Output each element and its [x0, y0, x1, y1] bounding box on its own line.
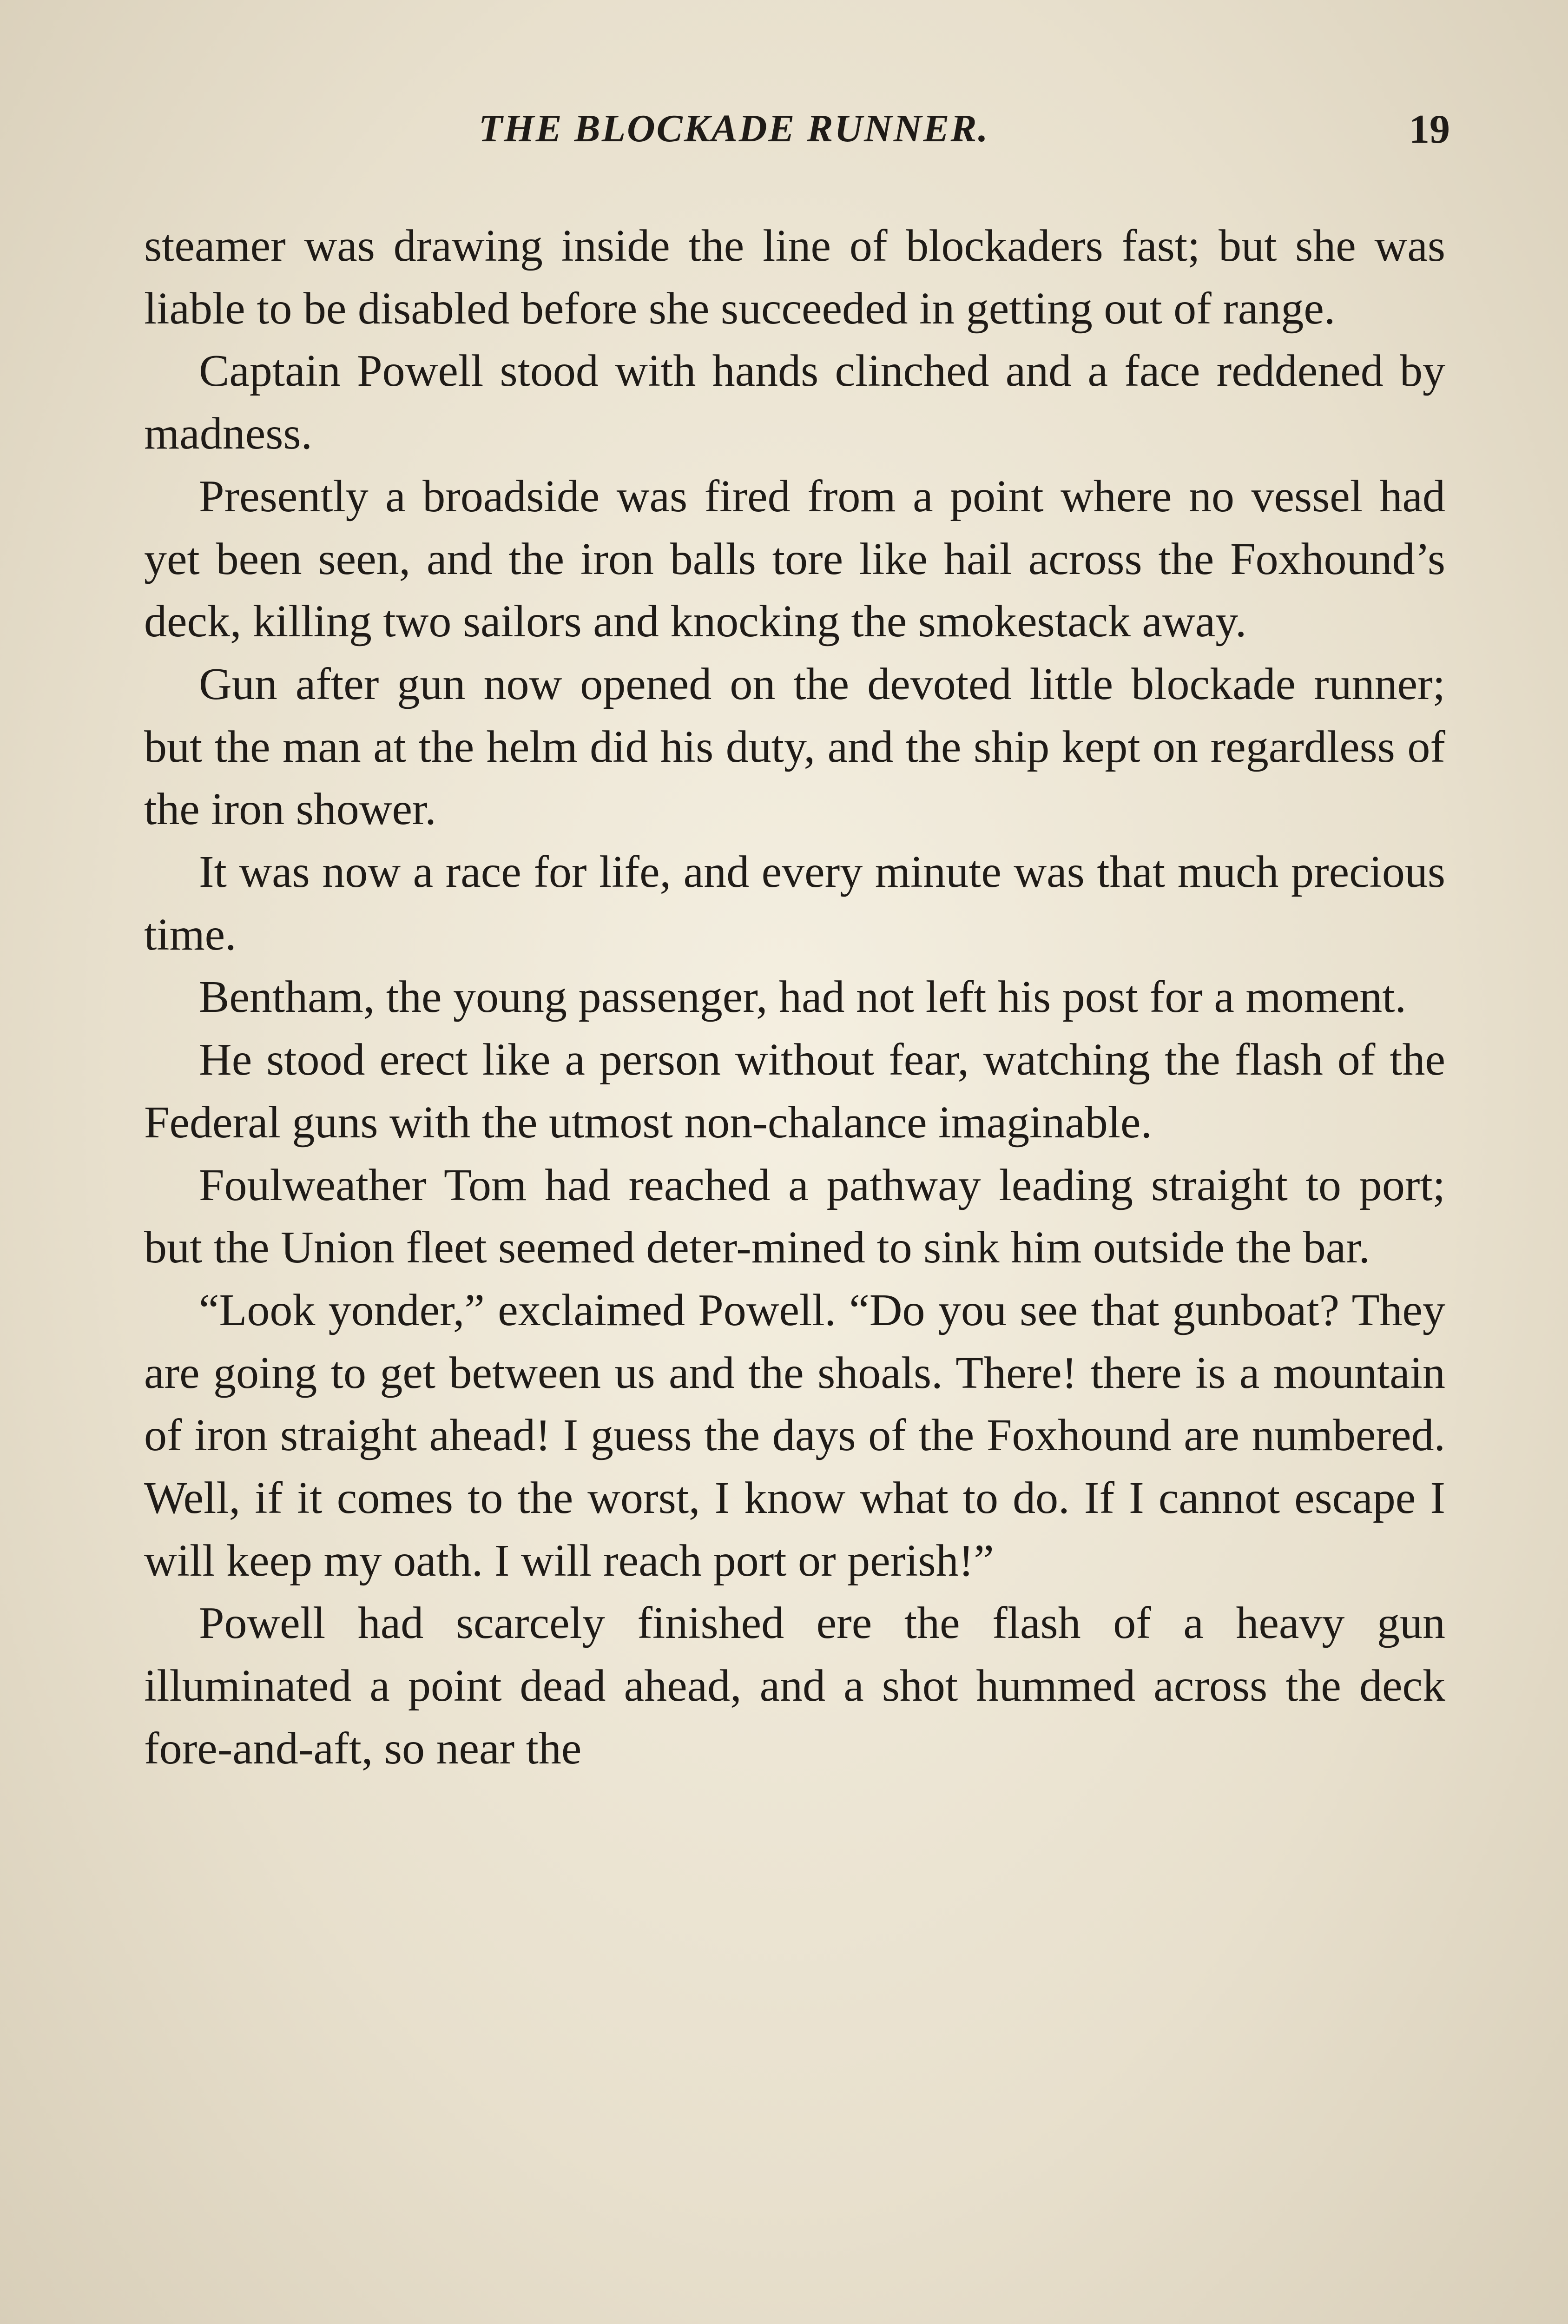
- paragraph: Gun after gun now opened on the devoted little blockade runner; but the man at the helm did his duty, and the ship kept on regardless of the iron shower.: [144, 659, 1445, 835]
- paragraph: He stood erect like a person without fear, watching the flash of the Federal guns with the utmost non-chalance imaginable.: [144, 1035, 1445, 1148]
- paragraph: Bentham, the young passenger, had not left his post for a moment.: [199, 972, 1407, 1023]
- page-header: [479, 106, 1450, 166]
- paragraph: Foulweather Tom had reached a pathway leading straight to port; but the Union fleet seemed deter-mined to sink him outside the bar.: [144, 1160, 1445, 1273]
- running-head: THE BLOCKADE RUNNER.: [479, 107, 989, 150]
- page-number: 19: [1409, 107, 1450, 152]
- body-text: [144, 215, 1445, 1780]
- paragraph: Powell had scarcely finished ere the flash of a heavy gun illuminated a point dead ahead, and a shot hummed across the deck fore-and-aft, so near the: [144, 1598, 1445, 1774]
- paragraph: “Look yonder,” exclaimed Powell. “Do you see that gunboat? They are going to get between us and the shoals. There! there is a mountain of iron straight ahead! I guess the days of the Foxhound are numbered. Well, if it comes to the worst, I know what to do. If I cannot escape I will keep my oath. I will reach port or perish!”: [144, 1285, 1445, 1586]
- paragraph: Captain Powell stood with hands clinched and a face reddened by madness.: [144, 346, 1445, 459]
- paragraph: Presently a broadside was fired from a point where no vessel had yet been seen, and the iron balls tore like hail across the Foxhound’s deck, killing two sailors and knocking the smokestack away.: [144, 471, 1445, 647]
- paragraph: steamer was drawing inside the line of blockaders fast; but she was liable to be disabled before she succeeded in getting out of range.: [144, 221, 1445, 334]
- paragraph: It was now a race for life, and every minute was that much precious time.: [144, 847, 1445, 960]
